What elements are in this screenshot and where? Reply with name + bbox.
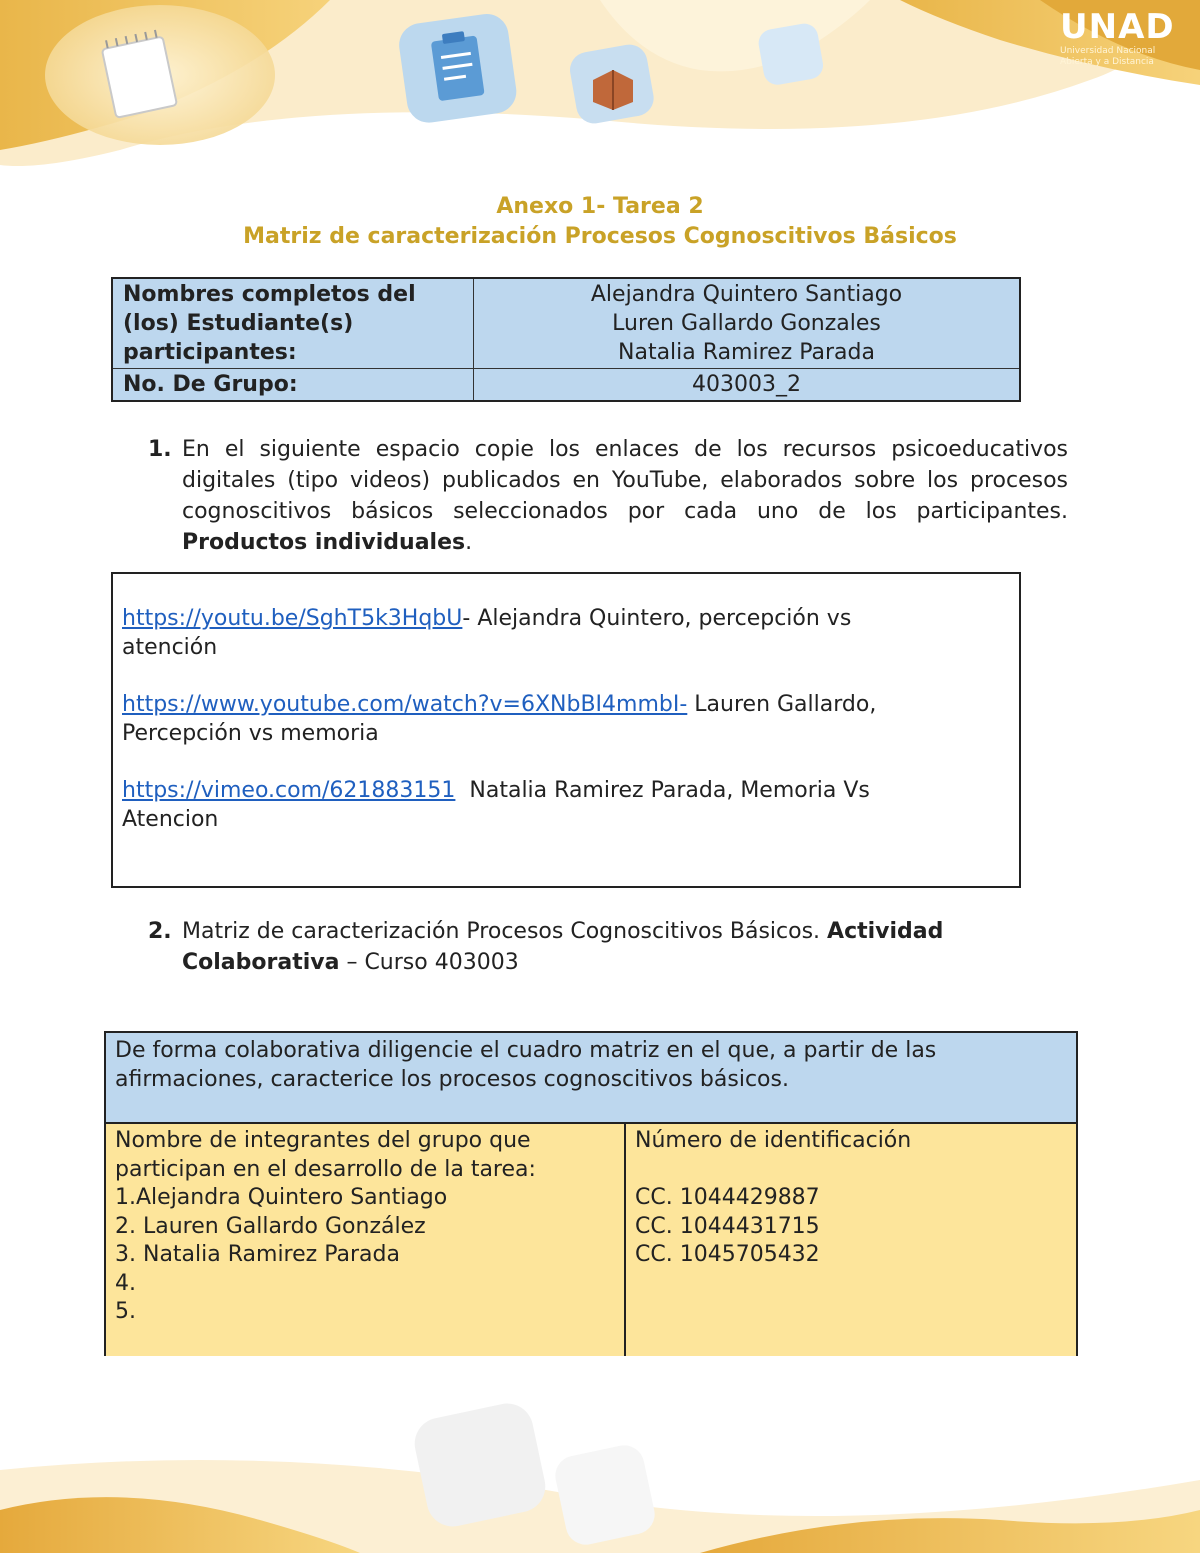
students-label-line: Nombres completos del [123, 282, 416, 307]
link-description: Atencion [122, 807, 219, 832]
ids-cell [625, 1123, 1077, 1356]
link-description: Lauren Gallardo, [687, 692, 877, 717]
section1-text [182, 434, 1068, 558]
id-number: CC. 1044431715 [635, 1213, 820, 1239]
logo-subtitle: Universidad Nacional [1060, 46, 1156, 56]
link-description: Natalia Ramirez Parada, Memoria Vs [455, 778, 870, 803]
table-row [112, 278, 1020, 369]
footer-banner [0, 1390, 1200, 1553]
section1-bold: Productos individuales [182, 530, 466, 555]
section2-text [182, 916, 1042, 978]
link-description: Alejandra Quintero, percepción vs [470, 606, 852, 631]
member-name: 3. Natalia Ramirez Parada [115, 1242, 400, 1267]
students-label [112, 278, 474, 369]
section2-bold: Colaborativa [182, 950, 340, 975]
clipboard-icon [395, 10, 525, 130]
member-name: 5. [115, 1299, 136, 1324]
ids-title: Número de identificación [635, 1128, 912, 1153]
id-number: CC. 1045705432 [635, 1242, 820, 1267]
spacer [635, 1156, 1067, 1185]
section1-end: . [465, 530, 473, 555]
unad-logo [1060, 8, 1190, 68]
video-link[interactable]: https://youtu.be/SghT5k3HqbU [122, 606, 463, 631]
video-link[interactable]: https://www.youtube.com/watch?v=6XNbBI4mmbI- [122, 692, 688, 717]
section2-rest: – Curso 403003 [339, 950, 519, 975]
id-number: CC. 1044429887 [635, 1185, 820, 1210]
member-name: 4. [115, 1270, 136, 1296]
section2-bold: Actividad [827, 919, 944, 944]
link-description: atención [122, 635, 218, 660]
link-entry [122, 776, 982, 834]
students-label-line: (los) Estudiante(s) [123, 311, 354, 336]
students-value [474, 278, 1021, 369]
table-row [105, 1123, 1077, 1356]
section-number: 1. [148, 437, 172, 462]
logo-name: UNAD [1060, 7, 1175, 47]
logo-subtitle: Abierta y a Distancia [1060, 57, 1154, 67]
video-link[interactable]: https://vimeo.com/621883151 [122, 778, 456, 803]
group-label: No. De Grupo: [112, 369, 474, 402]
member-name: 1.Alejandra Quintero Santiago [115, 1185, 448, 1210]
links-box [111, 572, 1021, 888]
document-title: Anexo 1- Tarea 2 [496, 194, 704, 219]
section1-body: En el siguiente espacio copie los enlaces de los recursos psicoeducativos digitales (tipo videos) publicados en YouTube, elaborados sobre los procesos cognoscitivos básicos seleccionados por cada uno de los participantes. [182, 437, 1068, 524]
members-title: Nombre de integrantes del grupo que [115, 1128, 531, 1153]
section-number: 2. [148, 919, 172, 944]
book-icon [565, 40, 660, 130]
student-info-table [111, 277, 1021, 402]
members-cell [105, 1123, 625, 1356]
members-title: participan en el desarrollo de la tarea: [115, 1156, 536, 1182]
student-name: Natalia Ramirez Parada [618, 340, 875, 365]
decorative-square [755, 20, 830, 90]
instruction-line: De forma colaborativa diligencie el cuadro matriz en el que, a partir de las [115, 1038, 937, 1063]
notepad-icon [90, 20, 190, 120]
link-description: Percepción vs memoria [122, 721, 379, 746]
instruction-line: afirmaciones, caracterice los procesos cognoscitivos básicos. [115, 1067, 789, 1092]
link-separator: - [462, 606, 471, 631]
member-name: 2. Lauren Gallardo González [115, 1213, 426, 1239]
section2-body: Matriz de caracterización Procesos Cognoscitivos Básicos. [182, 919, 821, 944]
students-label-line: participantes: [123, 340, 297, 365]
link-entry [122, 690, 982, 748]
table-row [112, 369, 1020, 402]
student-name: Luren Gallardo Gonzales [612, 311, 881, 336]
matrix-table [104, 1031, 1078, 1356]
document-subtitle: Matriz de caracterización Procesos Cognoscitivos Básicos [243, 224, 957, 249]
student-name: Alejandra Quintero Santiago [590, 282, 903, 307]
link-entry [122, 604, 982, 662]
table-row [105, 1032, 1077, 1123]
matrix-instructions [105, 1032, 1077, 1123]
group-value: 403003_2 [474, 369, 1021, 402]
